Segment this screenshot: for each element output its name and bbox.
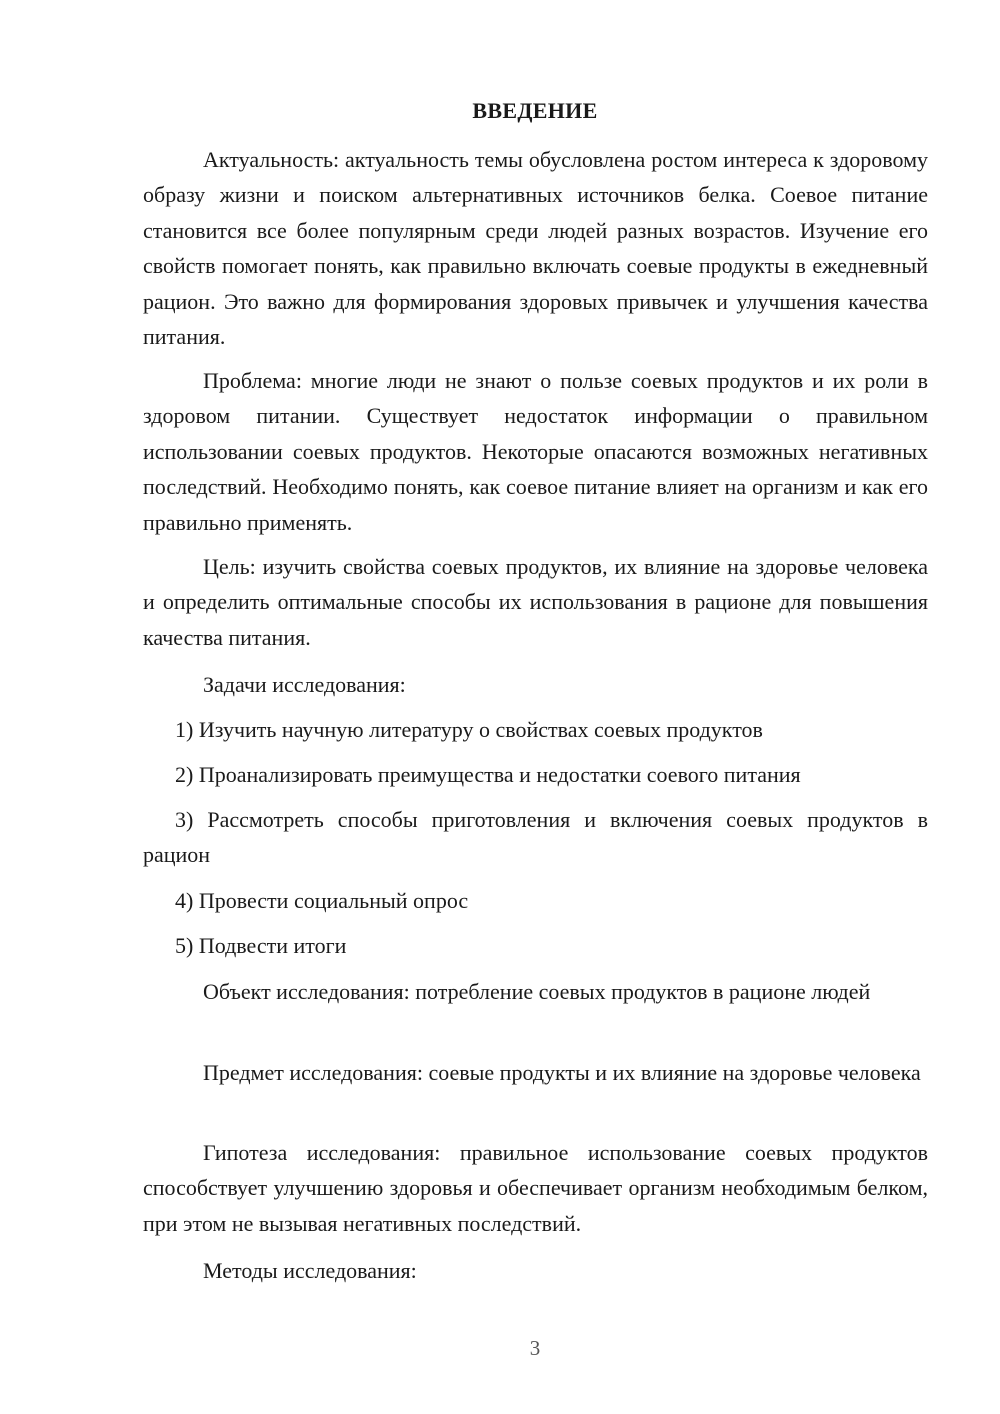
page-number: 3 (529, 1336, 541, 1360)
goal-paragraph: Цель: изучить свойства соевых продуктов, их влияние на здоровье человека и определить оптимальные способы их использования в рационе для повышения качества питания. (143, 554, 928, 650)
task-item-3: 3) Рассмотреть способы приготовления и включения соевых продуктов в рацион (143, 807, 928, 868)
methods-heading: Методы исследования: (203, 1258, 417, 1283)
hypothesis-paragraph: Гипотеза исследования: правильное использование соевых продуктов способствует улучшению здоровья и обеспечивает организм необходимым белком, при этом не вызывая негативных последствий. (143, 1140, 928, 1236)
subject-paragraph: Предмет исследования: соевые продукты и их влияние на здоровье человека (203, 1060, 921, 1085)
page-title: ВВЕДЕНИЕ (472, 98, 598, 123)
task-item-1: 1) Изучить научную литературу о свойствах соевых продуктов (175, 717, 763, 742)
task-item-2: 2) Проанализировать преимущества и недостатки соевого питания (175, 762, 801, 787)
task-item-4: 4) Провести социальный опрос (175, 888, 469, 913)
task-item-5: 5) Подвести итоги (175, 933, 347, 958)
object-paragraph: Объект исследования: потребление соевых продуктов в рационе людей (203, 979, 871, 1004)
tasks-heading: Задачи исследования: (203, 672, 406, 697)
problem-paragraph: Проблема: многие люди не знают о пользе соевых продуктов и их роли в здоровом питании. Существует недостаток информации о правильном использовании соевых продуктов. Некоторые опасаются возможных негативных последствий. Необходимо понять, как соевое питание влияет на организм и как его правильно применять. (143, 368, 928, 535)
relevance-paragraph: Актуальность: актуальность темы обусловлена ростом интереса к здоровому образу жизни и поиском альтернативных источников белка. Соевое питание становится все более популярным среди людей разных возрастов. Изучение его свойств помогает понять, как правильно включать соевые продукты в ежедневный рацион. Это важно для формирования здоровых привычек и улучшения качества питания. (143, 147, 928, 350)
